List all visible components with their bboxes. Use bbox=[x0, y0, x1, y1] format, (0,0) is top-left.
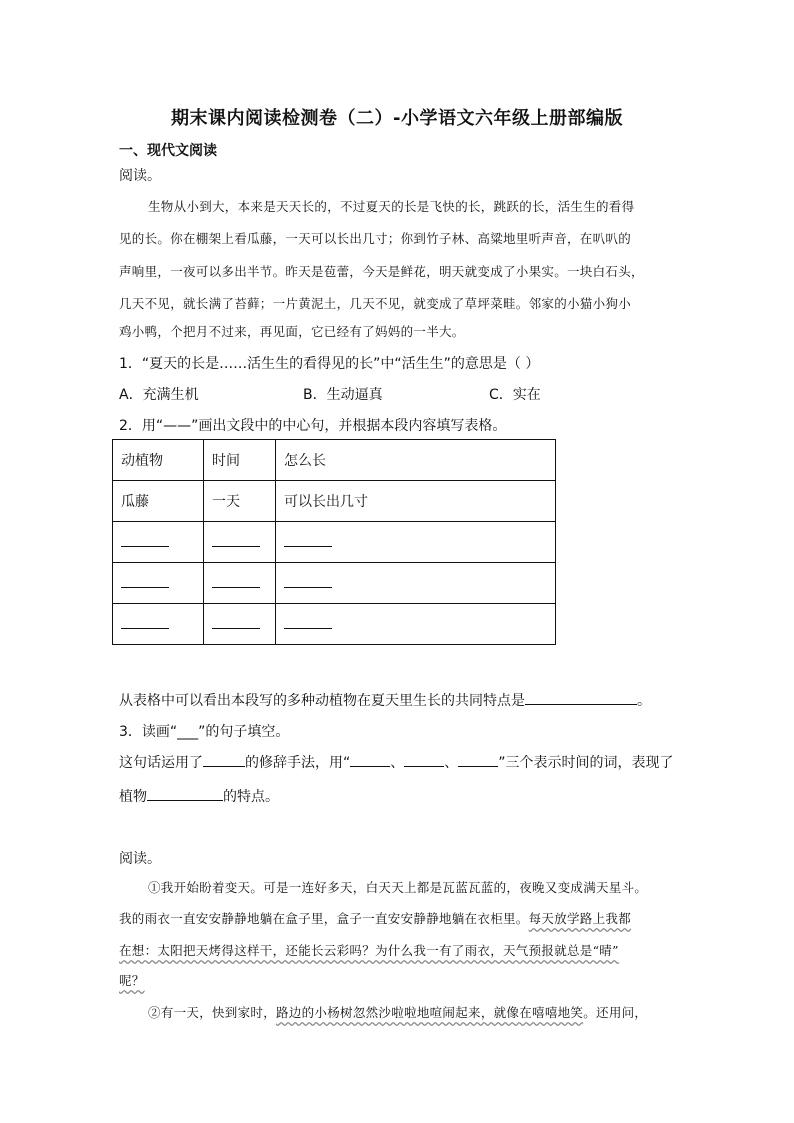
answer-blank[interactable] bbox=[113, 604, 204, 645]
passage2-text: 。还用问， bbox=[583, 1005, 648, 1020]
q1-option-a: A．充满生机 bbox=[119, 387, 199, 403]
header-cell: 怎么长 bbox=[276, 440, 556, 481]
q1-option-c: C．实在 bbox=[489, 387, 541, 403]
q1-option-b: B．生动逼真 bbox=[303, 387, 383, 403]
read-label: 阅读。 bbox=[119, 168, 161, 184]
answer-blank[interactable] bbox=[350, 752, 390, 767]
answer-blank[interactable] bbox=[113, 522, 204, 563]
passage2-wavy-text: 路边的小杨树忽然沙啦啦地喧闹起来，就像在嘻嘻地笑 bbox=[276, 1005, 584, 1020]
answer-blank[interactable] bbox=[525, 690, 637, 705]
passage2-line-2 bbox=[119, 909, 631, 927]
section-heading: 一、现代文阅读 bbox=[119, 143, 217, 159]
q3-line-2 bbox=[119, 786, 279, 806]
table-cell: 瓜藤 bbox=[113, 481, 204, 522]
passage-line-1: 生物从小到大，本来是天天长的，不过夏天的长是飞快的长，跳跃的长，活生生的看得 bbox=[148, 199, 635, 214]
passage2-line-5 bbox=[148, 1003, 647, 1021]
answer-blank[interactable] bbox=[276, 604, 556, 645]
question-2: 2．用“——”画出文段中的中心句，并根据本段内容填写表格。 bbox=[119, 418, 507, 434]
q3-text: 的特点。 bbox=[223, 789, 279, 805]
q3-text: 的修辞手法，用“ bbox=[245, 755, 351, 771]
table-header-row bbox=[113, 440, 556, 481]
table-row bbox=[113, 481, 556, 522]
q2-follow-up: 从表格中可以看出本段写的多种动植物在夏天里生长的共同特点是 。 bbox=[119, 690, 651, 710]
answer-blank[interactable] bbox=[147, 786, 223, 801]
q3-text: 植物 bbox=[119, 789, 147, 805]
header-cell: 动植物 bbox=[113, 440, 204, 481]
q3-separator: 、 bbox=[390, 755, 405, 771]
answer-blank[interactable] bbox=[276, 563, 556, 604]
table-cell: 一天 bbox=[204, 481, 276, 522]
passage-line-2: 见的长。你在棚架上看瓜藤，一天可以长出几寸；你到竹子林、高粱地里听声音，在叭叭的 bbox=[119, 231, 632, 246]
passage2-wavy-text: 每天放学路上我都 bbox=[528, 911, 632, 926]
answer-blank[interactable] bbox=[203, 752, 245, 767]
question-1: 1．“夏天的长是……活生生的看得见的长”中“活生生”的意思是（ ） bbox=[119, 356, 540, 372]
page-title: 期末课内阅读检测卷（二）-小学语文六年级上册部编版 bbox=[171, 108, 623, 129]
q3-line-1 bbox=[119, 752, 674, 772]
answer-blank[interactable] bbox=[113, 563, 204, 604]
passage-line-5: 鸡小鸭，个把月不过来，再见面，它已经有了妈妈的一半大。 bbox=[119, 324, 465, 339]
q3-text: ”三个表示时间的词，表现了 bbox=[498, 755, 674, 771]
answer-blank[interactable] bbox=[458, 752, 498, 767]
answer-blank[interactable] bbox=[404, 752, 444, 767]
question-3: 3．读画“___”的句子填空。 bbox=[119, 724, 290, 740]
table-row bbox=[113, 563, 556, 604]
fill-table bbox=[112, 439, 556, 645]
answer-blank[interactable] bbox=[204, 604, 276, 645]
passage-line-4: 几天不见，就长满了苔藓；一片黄泥土，几天不见，就变成了草坪菜畦。邻家的小猫小狗小 bbox=[119, 296, 632, 311]
table-cell: 可以长出几寸 bbox=[276, 481, 556, 522]
answer-blank[interactable] bbox=[204, 522, 276, 563]
table-row bbox=[113, 522, 556, 563]
read-label-2: 阅读。 bbox=[119, 851, 161, 867]
header-cell: 时间 bbox=[204, 440, 276, 481]
passage2-text: ②有一天，快到家时， bbox=[148, 1005, 277, 1020]
q2-follow-up-text: 从表格中可以看出本段写的多种动植物在夏天里生长的共同特点是 bbox=[119, 693, 525, 709]
passage2-text: 我的雨衣一直安安静静地躺在盒子里，盒子一直安安静静地躺在衣柜里。 bbox=[119, 911, 529, 926]
table-row bbox=[113, 604, 556, 645]
passage2-line-4: 呢？ bbox=[119, 973, 145, 988]
passage-line-3: 声响里，一夜可以多出半节。昨天是苞蕾，今天是鲜花，明天就变成了小果实。一块白石头， bbox=[119, 264, 644, 279]
q3-text: 这句话运用了 bbox=[119, 755, 203, 771]
passage2-line-3: 在想：太阳把天烤得这样干，还能长云彩吗？为什么我一有了雨衣，天气预报就总是“晴” bbox=[119, 943, 619, 958]
answer-blank[interactable] bbox=[276, 522, 556, 563]
passage2-line-1: ①我开始盼着变天。可是一连好多天，白天天上都是瓦蓝瓦蓝的，夜晚又变成满天星斗。 bbox=[148, 880, 648, 895]
q3-separator: 、 bbox=[444, 755, 459, 771]
answer-blank[interactable] bbox=[204, 563, 276, 604]
